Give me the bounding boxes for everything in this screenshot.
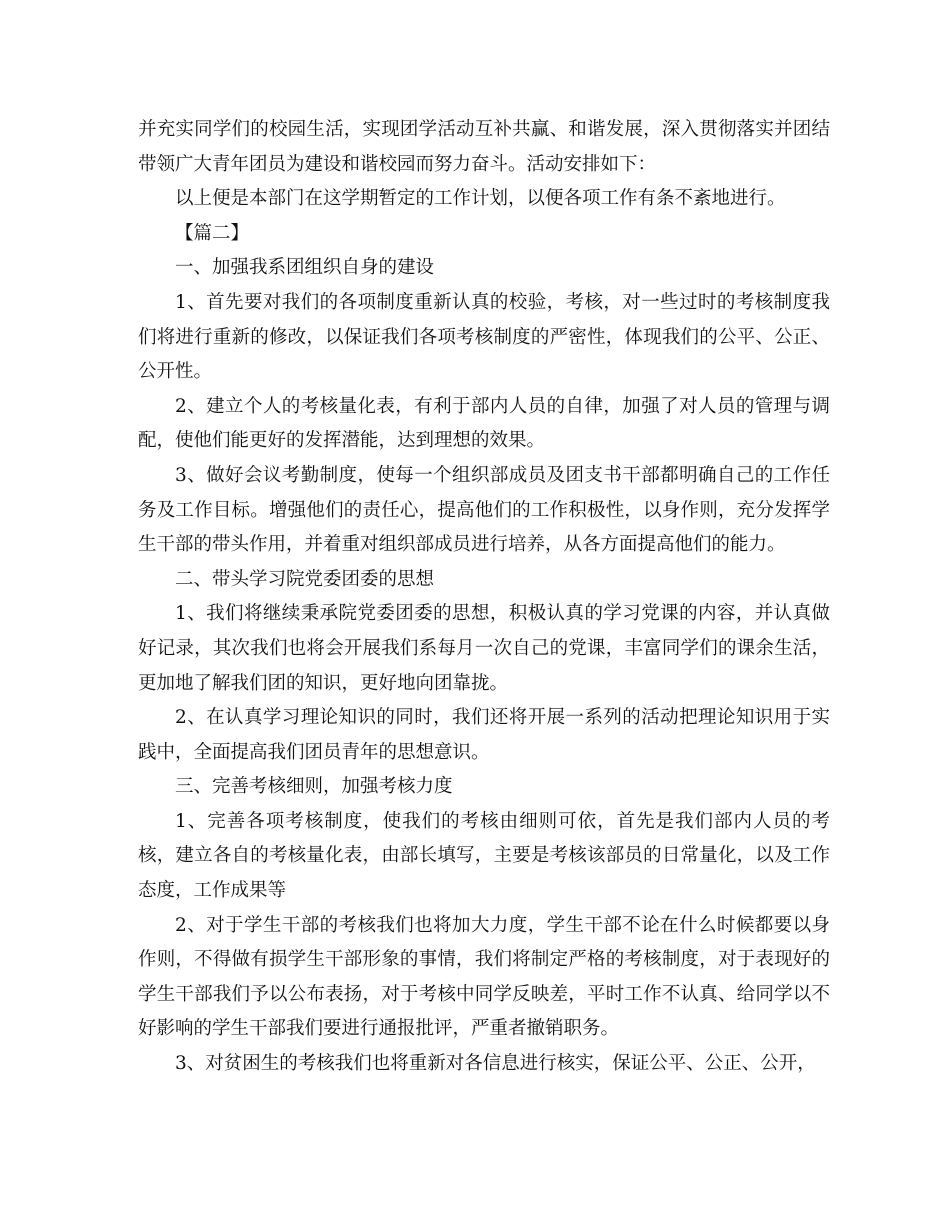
paragraph-continuation: 并充实同学们的校园生活，实现团学活动互补共赢、和谐发展，深入贯彻落实并团结带领广大青年团员为建设和谐校园而努力奋斗。活动安排如下： — [138, 119, 830, 175]
paragraph-1-3: 3、做好会议考勤制度，使每一个组织部成员及团支书干部都明确自己的工作任务及工作目标。增强他们的责任心，提高他们的工作积极性，以身作则，充分发挥学生干部的带头作用，并着重对组织部成员进行培养，从各方面提高他们的能力。 — [138, 464, 830, 556]
heading-one: 一、加强我系团组织自身的建设 — [175, 257, 435, 279]
paragraph-3-2: 2、对于学生干部的考核我们也将加大力度，学生干部不论在什么时候都要以身作则，不得做有损学生干部形象的事情，我们将制定严格的考核制度，对于表现好的学生干部我们予以公布表扬，对于考核中同学反映差，平时工作不认真、给同学以不好影响的学生干部我们要进行通报批评，严重者撤销职务。 — [138, 914, 830, 1040]
paragraph-closing-remark: 以上便是本部门在这学期暂定的工作计划，以便各项工作有条不紊地进行。 — [175, 188, 786, 210]
paragraph-1-2: 2、建立个人的考核量化表，有利于部内人员的自律，加强了对人员的管理与调配，使他们能更好的发挥潜能，达到理想的效果。 — [138, 395, 830, 452]
paragraph-2-2: 2、在认真学习理论知识的同时，我们还将开展一系列的活动把理论知识用于实践中，全面提高我们团员青年的思想意识。 — [138, 707, 830, 763]
paragraph-3-3: 3、对贫困生的考核我们也将重新对各信息进行核实，保证公平、公正、公开， — [175, 1053, 816, 1075]
document-body — [138, 113, 830, 1082]
paragraph-1-1: 1、首先要对我们的各项制度重新认真的校验，考核，对一些过时的考核制度我们将进行重新的修改，以保证我们各项考核制度的严密性，体现我们的公平、公正、公开性。 — [138, 291, 830, 383]
paragraph-3-1: 1、完善各项考核制度，使我们的考核由细则可依，首先是我们部内人员的考核，建立各自的考核量化表，由部长填写，主要是考核该部员的日常量化，以及工作态度，工作成果等 — [138, 810, 830, 902]
section-title-part-two: 【篇二】 — [175, 222, 250, 244]
heading-two: 二、带头学习院党委团委的思想 — [175, 568, 435, 590]
heading-three: 三、完善考核细则，加强考核力度 — [175, 776, 453, 798]
paragraph-2-1: 1、我们将继续秉承院党委团委的思想，积极认真的学习党课的内容，并认真做好记录，其次我们也将会开展我们系每月一次自己的党课，丰富同学们的课余生活，更加地了解我们团的知识，更好地向团靠拢。 — [138, 603, 830, 694]
